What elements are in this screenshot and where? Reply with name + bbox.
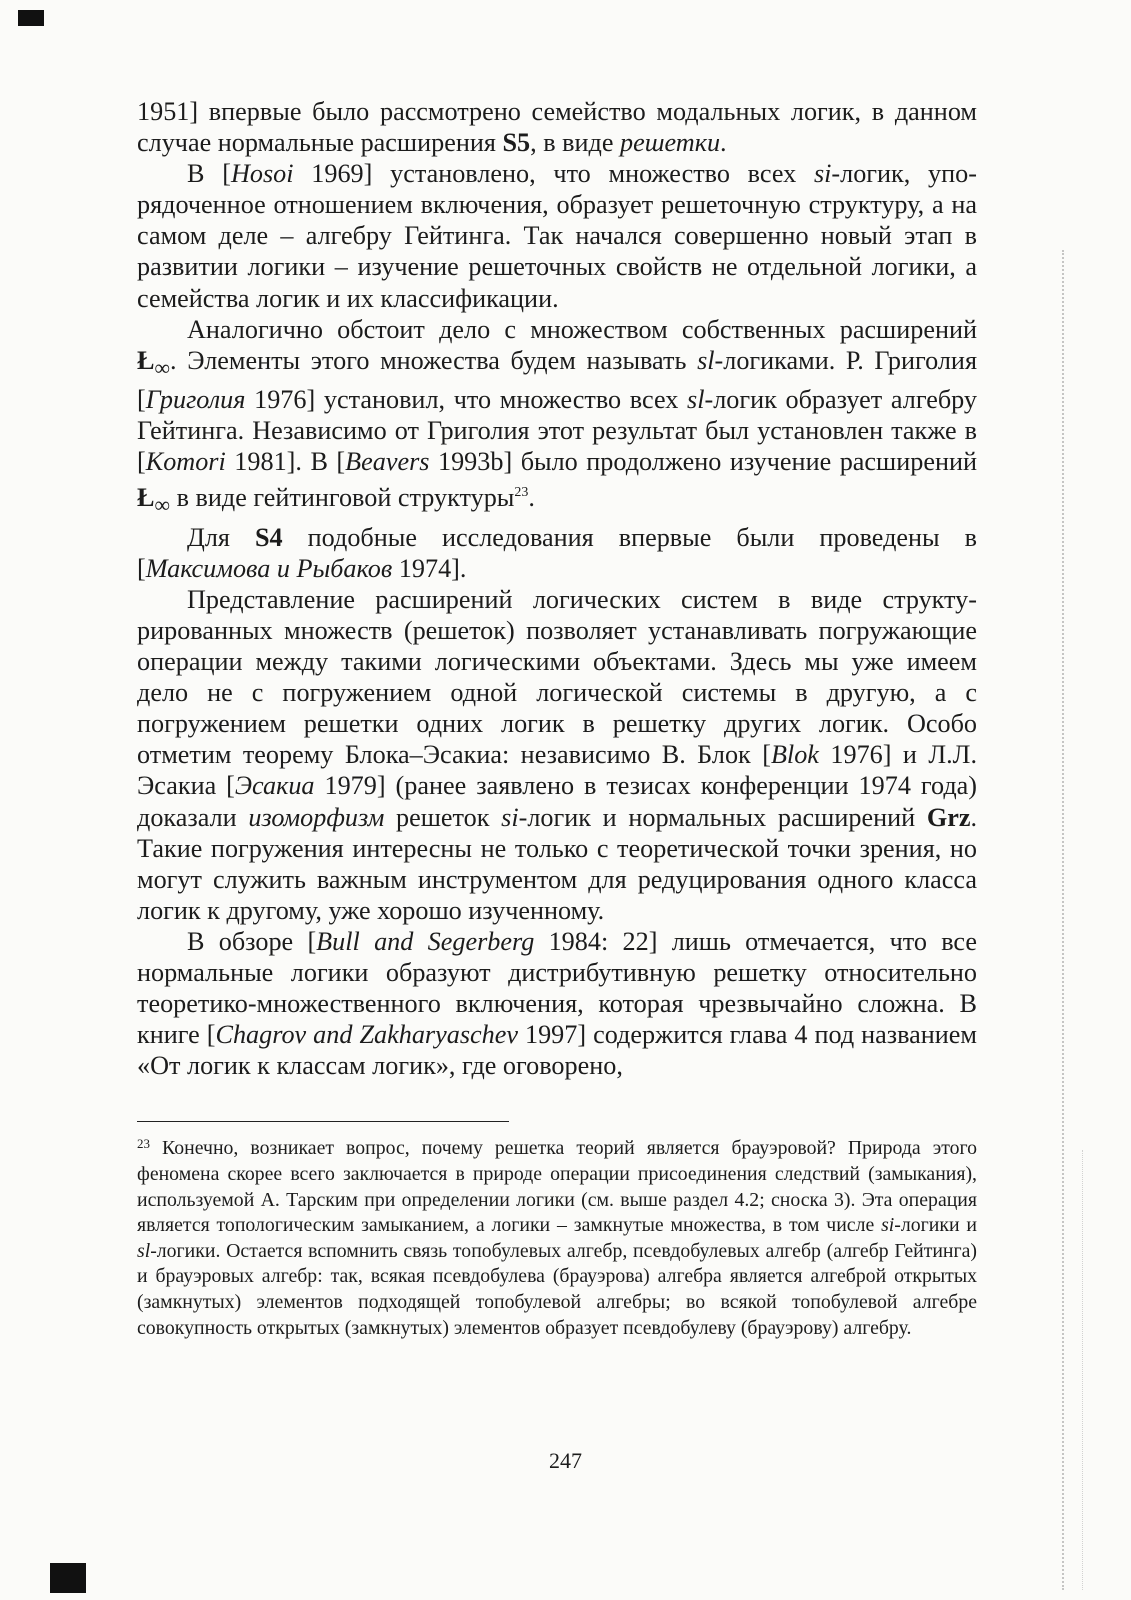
logic-grz: Grz <box>926 802 971 832</box>
paragraph-5: Представление расширений логических систем в виде структурированных множеств (решеток) позволяет устанавливать погружающие операции между такими логическими объектами. Здесь мы уже имеем дело не с погружением одной логической системы в другую, а с погружением решетки одних логик в решетку других логик. Особо отметим теорему Блока–Эсакиа: независимо В. Блок [Blok 1976] и Л.Л. Эсакиа [Эсакиа 1979] (ранее заявлено в тезисах конференции 1974 года) доказали изоморфизм решеток si-логик и нормальных расширений Grz. Такие погружения интересны не только с теоретической точки зрения, но могут служить важным инструментом для редуцирования одного класса логик к другому, уже хорошо изученному. <box>137 584 977 925</box>
citation-esakia: Эсакиа <box>234 771 315 801</box>
citation-chagrov-zakharyaschev: Chagrov and Zakharyaschev <box>215 1020 518 1050</box>
citation-grigolia: Григолия <box>145 385 246 415</box>
emphasis-lattice: решетки <box>620 128 721 158</box>
scan-mark-top <box>18 10 44 26</box>
citation-blok: Blok <box>770 740 819 770</box>
logic-l-infinity: Ł <box>137 345 155 375</box>
paragraph-4: Для S4 подобные исследования впервые были проведены в [Максимова и Рыбаков 1974]. <box>137 522 977 583</box>
page-number: 247 <box>549 1448 582 1473</box>
paragraph-3: Аналогично обстоит дело с множеством собственных расширений $Ł_\infty$. Элементы этого множества будем называть sl-логиками. Р. Григолия [Григолия 1976] установил, что множество всех sl-логик образует алгебру Гейтинга. Независимо от Григолия этот результат был установлен также в [Komori 1981]. В [Beavers 1993b] было продолжено изучение расширений $Ł_\infty$ в виде гейтинговой структуры$^{23}$. <box>137 314 978 518</box>
logic-l-infinity: Ł <box>137 483 155 513</box>
citation-hosoi: Hosoi <box>230 159 294 189</box>
body-text <box>137 96 977 1081</box>
scan-mark-bottom <box>50 1563 86 1593</box>
paragraph-6: В обзоре [Bull and Segerberg 1984: 22] лишь отмечается, что все нормальные логики образуют дистрибутивную решетку относительно теоретико-множественного включения, которая чрезвычайно сложна. В книге [Chagrov and Zakharyaschev 1997] содержится глава 4 под названием «От логик к классам логик», где оговорено, <box>137 926 978 1081</box>
logic-s4: S4 <box>254 522 283 552</box>
footnote-reference[interactable]: 23 <box>514 485 529 501</box>
footnote-divider <box>137 1121 509 1122</box>
footnote-number: 23 <box>137 1136 150 1152</box>
scan-edge-dots <box>1062 250 1064 1590</box>
paragraph-1: 1951] впервые было рассмотрено семейство модальных логик, в данном случае нормальные расширения S5, в виде решетки. <box>137 97 977 158</box>
footnote-23: $^{23}$ Конечно, возникает вопрос, почему решетка теорий является брауэровой? Природа этого феномена скорее всего заключается в природе операции присоединения следствий (замыкания), используемой А. Тарским при определении логики (см. выше раздел 4.2; сноска 3). Эта операция является топологическим замыканием, а логики – замкнутые множества, в том числе si-логики и sl-логики. Остается вспомнить связь топобулевых алгебр, псевдобулевых алгебр (алгебр Гейтинга) и брауэровых алгебр: так, всякая псевдобулева (брауэрова) алгебра является алгеброй открытых (замкнутых) элементов подходящей топобулевой алгебры; во всякой топобулевой алгебре совокупность открытых (замкнутых) элементов образует псевдобулеву (брауэрову) алгебру. <box>137 1136 977 1339</box>
citation-maksimova-rybakov: Максимова и Рыбаков <box>145 553 393 583</box>
citation-bull-segerberg: Bull and Segerberg <box>316 926 535 956</box>
page-content <box>137 96 977 1341</box>
emphasis-isomorphism: изоморфизм <box>248 802 385 832</box>
citation-beavers: Beavers <box>345 447 430 477</box>
citation-komori: Komori <box>145 447 226 477</box>
scan-edge-dots-secondary <box>1082 1150 1083 1590</box>
logic-s5: S5 <box>502 128 531 158</box>
paragraph-2: В [Hosoi 1969] установлено, что множество всех si-логик, упорядоченное отношением включения, образует решеточную структуру, а на самом деле – алгебру Гейтинга. Так начался совершенно новый этап в развитии логики – изучение решеточных свойств не отдельной логики, а семейства логик и их классификации. <box>137 159 977 313</box>
